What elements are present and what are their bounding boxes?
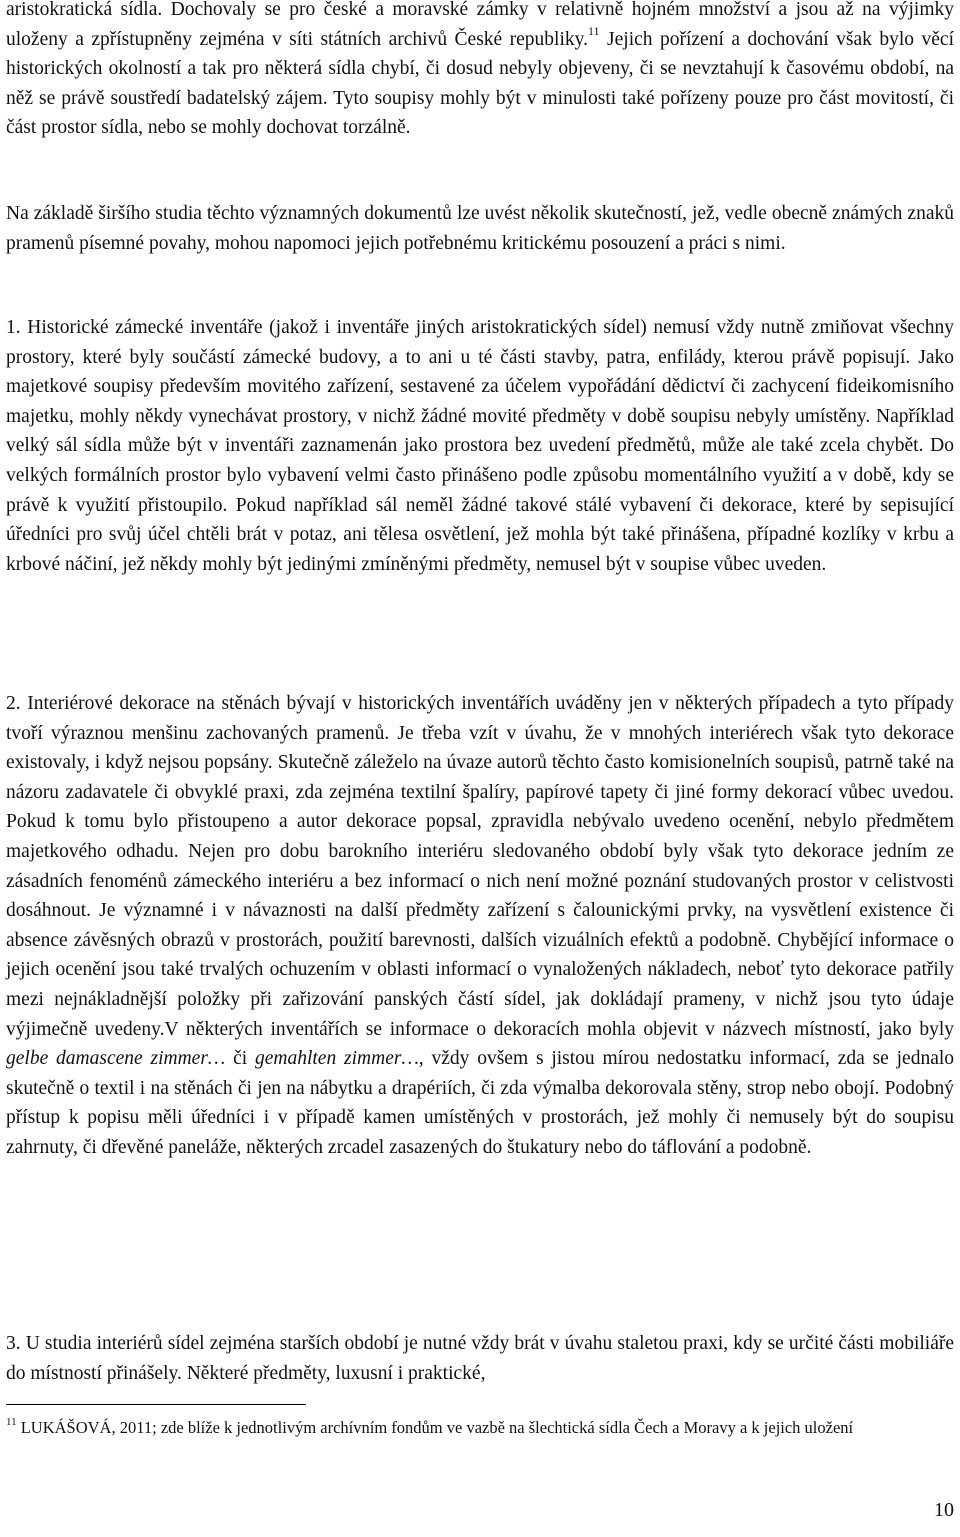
paragraph-point-1: 1. Historické zámecké inventáře (jakož i inventáře jiných aristokratických sídel) nemusí vždy nutně zmiňovat všechny prostory, které byly součástí zámecké budovy, a to ani u té části stavby, patra, enfilády, kterou právě popisují. Jako majetkové soupisy především movitého zařízení, sestavené za účelem vypořádání dědictví či zachycení fideikomisního majetku, mohly někdy vynechávat prostory, v nichž žádné movité předměty v době soupisu nebyly umístěny. Například velký sál sídla může být v inventáři zaznamenán jako prostora bez uvedení předmětů, může ale také zcela chybět. Do velkých formálních prostor bylo vybavení velmi často přinášeno podle způsobu momentálního využití a v době, kdy se právě k využití přistoupilo. Pokud například sál neměl žádné takové stálé vybavení či dekorace, které by sepisující úředníci pro svůj účel chtěli brát v potaz, ani tělesa osvětlení, jež mohla být také přinášena, případné kozlíky v krbu a krbové náčiní, jež někdy mohly být jedinými zmíněnými předměty, nemusel být v soupise vůbec uveden. (6, 317, 954, 575)
page-number: 10 (934, 1499, 954, 1521)
paragraph-point-2 (6, 689, 954, 1163)
paragraph-point-3: 3. U studia interiérů sídel zejména starších období je nutné vždy brát v úvahu staletou praxi, kdy se určité části mobiliáře do místností přinášely. Některé předměty, luxusní i praktické, (6, 1333, 954, 1384)
footnote (6, 1416, 954, 1440)
footnote-number: 11 (6, 1415, 17, 1428)
italic-room-name: gemahlten zimmer… (254, 1048, 419, 1070)
footnote-reference: 11 (588, 24, 600, 39)
paragraph-text: , vždy ovšem s jistou mírou nedostatku informací, zda se jednalo skutečně o textil i na stěnách či jen na nábytku a drapériích, či zda výmalba dekorovala stěny, strop nebo obojí. Podobný přístup k popisu měli úředníci i v případě kamen umístěných v prostorách, jež mohly či nemusely být do soupisu zahrnuty, či dřevěné paneláže, některých zrcadel zasazených do štukatury nebo do táflování a podobně. (6, 1048, 955, 1158)
footnote-text: LUKÁŠOVÁ, 2011; zde blíže k jednotlivým archívním fondům ve vazbě na šlechtická sídla Čech a Moravy a k jejich uložení (16, 1418, 854, 1437)
paragraph-text: 2. Interiérové dekorace na stěnách bývají v historických inventářích uváděny jen v některých případech a tyto případy tvoří výraznou menšinu zachovaných pramenů. Je třeba vzít v úvahu, že v mnohých interiérech však tyto dekorace existovaly, i když nejsou popsány. Skutečně záleželo na úvaze autorů těchto často komisionelních soupisů, patrně také na názoru zadavatele či obvyklé praxi, zda zejména textilní špalíry, papírové tapety či jiné formy dekorací vůbec uvedou. Pokud k tomu bylo přistoupeno a autor dekorace popsal, zpravidla nebývalo uvedeno ocenění, nebylo předmětem majetkového odhadu. Nejen pro dobu barokního interiéru sledovaného období byly však tyto dekorace jedním ze zásadních fenoménů zámeckého interiéru a bez informací o nich není možné poznání studovaných prostor v celistvosti dosáhnout. Je významné i v návaznosti na další předměty zařízení s čalounickými prvky, na vysvětlení existence či absence závěsných obrazů v prostorách, použití barevnosti, dalších vizuálních efektů a podobně. Chybějící informace o jejich ocenění jsou také trvalých ochuzením v oblasti informací o vynaložených nákladech, neboť tyto dekorace patřily mezi nejnákladnější položky při zařizování panských částí sídel, jak dokládají prameny, v nichž jsou tyto údaje výjimečně uvedeny.V některých inventářích se informace o dekoracích mohla objevit v názvech místností, jako byly (6, 693, 954, 1040)
paragraph-overview: Na základě širšího studia těchto významných dokumentů lze uvést několik skutečností, jež, vedle obecně známých znaků pramenů písemné povahy, mohou napomoci jejich potřebnému kritickému posouzení a práci s nimi. (6, 203, 954, 254)
footnote-separator (6, 1404, 306, 1405)
paragraph-text: či (225, 1048, 255, 1070)
paragraph-intro (6, 0, 954, 143)
italic-room-name: gelbe damascene zimmer… (6, 1048, 226, 1070)
paragraph-text: aristokratická sídla. Dochovaly se pro české a moravské zámky v relativně hojném množství a jsou až na výjimky uloženy a zpřístupněny zejména v síti státních archivů České republiky. (6, 0, 954, 50)
paragraph-text: Jejich pořízení a dochování však bylo věcí historických okolností a tak pro některá sídla chybí, či dosud nebyly objeveny, či se nevztahují k časovému období, na něž se právě soustředí badatelský zájem. Tyto soupisy mohly být v minulosti také pořízeny pouze pro část movitostí, či část prostor sídla, nebo se mohly dochovat torzálně. (6, 28, 954, 139)
